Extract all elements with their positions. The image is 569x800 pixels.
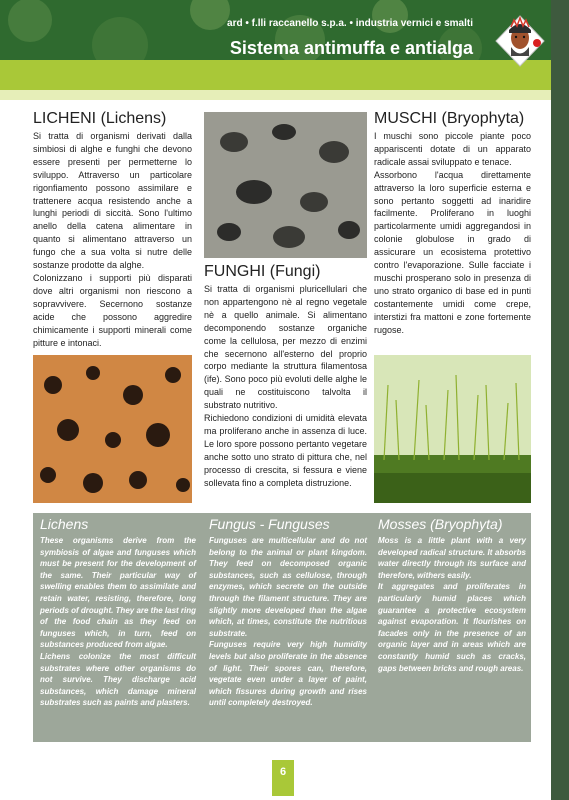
mosses-en-text (378, 535, 526, 674)
funghi-text (204, 283, 367, 490)
fungus-en-paragraph: Funguses are multicellular and do not belong to the animal or plant kingdom. They feed on decomposed organic substances, such as cellulose, through enzymes, which secrete on the outside through the filament structure. They are slightly more developed than the algae which, at times, constitute the nutritious substrate. (209, 536, 367, 638)
right-sidebar (551, 0, 569, 800)
lichen-photo (33, 355, 192, 503)
lichens-en-title: Lichens (40, 516, 89, 532)
fungus-en-title: Fungus - Funguses (209, 516, 330, 532)
lichens-en-paragraph: Lichens colonize the most difficult substrates where other organisms do not survive. They discharge acid substances, which damage mineral substrates such as paints and plasters. (40, 651, 196, 708)
mosses-en-title: Mosses (Bryophyta) (378, 516, 503, 532)
muschi-text (374, 130, 531, 337)
header-accent-bar (0, 72, 551, 90)
funghi-title: FUNGHI (Fungi) (204, 263, 321, 280)
page-header (0, 0, 551, 72)
muschi-title: MUSCHI (Bryophyta) (374, 110, 525, 127)
fungus-en-paragraph: Funguses require very high humidity levels but also proliferate in the absence of light. Their spores can, therefore, vegetate even under a layer of paint, which fissures during growth and rises until completely destroyed. (209, 640, 367, 708)
fungus-en-text (209, 535, 367, 709)
funghi-paragraph: Si tratta di organismi pluricellulari che non appartengono nè al regno vegetale nè a quello animale. Si alimentano decomponendo sostanze organiche come la cellulosa, per mezzo di enzimi che secernono all'esterno del proprio corpo mediante la struttura filamentosa (ife). Sono poco più evoluti delle alghe le quali ne costituiscono talvolta il substrato nutritivo. (204, 284, 367, 411)
fungi-photo (204, 112, 367, 258)
page-number: 6 (279, 766, 287, 778)
moss-photo-art (374, 355, 531, 503)
licheni-title: LICHENI (Lichens) (33, 110, 167, 127)
page-title: Sistema antimuffa e antialga (229, 38, 473, 58)
lichens-en-paragraph: These organisms derive from the symbiosis of algae and funguses which must be present for the development of the same. Their particular way of swelling enables them to assimilate and retain water, resisting, therefore, long periods of drought. They are the last ring of the food chain as they feed on funguses which, in turn, feed on substances produced from algae. (40, 536, 197, 650)
muschi-paragraph: I muschi sono piccole piante poco appariscenti dotate di un apparato radicale assai sviluppato e tenace. (374, 131, 531, 167)
licheni-paragraph: Colonizzano i supporti più disparati dove altri organismi non riescono a sopravvivere. Secernono sostanze acide che possono aggredire chimicamente i supporti minerali come pitture e intonaci. (33, 272, 192, 348)
funghi-paragraph: Richiedono condizioni di umidità elevata ma proliferano anche in assenza di luce. Le loro spore possono pertanto vegetare anche sotto uno strato di pittura che, nel processo di crescita, si fessura e viene sollevata fino a completa distruzione. (204, 413, 367, 488)
licheni-paragraph: Si tratta di organismi derivati dalla simbiosi di alghe e funghi che devono essere presenti per permetterne lo sviluppo. Attraverso un particolare rigonfiamento possono assimilare e trattenere acqua resistendo anche a lunghi periodi di siccità. Sono l'ultimo anello della catena alimentare in quanto si alimentano attraverso un fungo che a sua volta si nutre delle sostanze prodotte da alghe. (33, 131, 192, 271)
company-line: ard • f.lli raccanello s.p.a. • industria vernici e smalti (227, 18, 473, 29)
header-lime-strip (0, 60, 551, 72)
lichen-photo-art (33, 355, 192, 503)
header-fade-bar (0, 90, 551, 100)
moss-photo (374, 355, 531, 503)
lichens-en-text (40, 535, 196, 709)
licheni-text (33, 130, 192, 349)
muschi-paragraph: Assorbono l'acqua direttamente attraverso la loro superficie esterna e sono pertanto soggetti ad inaridire facilmente. Proliferano in luoghi particolarmente umidi aggregandosi in colonie globulose in grado di assicurare un ecosistema protettivo contro l'evaporazione. Sulle facciate i muschi prosperano solo in presenza di uno strato organico di base ed in punti costantemente umidi come crepe, interstizi fra mattoni e zone fortemente rugose. (374, 169, 531, 335)
mosses-en-paragraph: It aggregates and proliferates in particularly humid places which guarantee a protective ecosystem against evaporation. It flourishes on facades only in the presence of an organic layer and in areas which are constantly humid such as cracks, gaps between bricks and rough areas. (378, 582, 526, 673)
fungi-photo-art (204, 112, 367, 258)
mosses-en-paragraph: Moss is a little plant with a very developed radical structure. It absorbs water directly through its surface and therefore, withers easily. (378, 536, 526, 580)
mascot-logo-icon (494, 14, 546, 68)
